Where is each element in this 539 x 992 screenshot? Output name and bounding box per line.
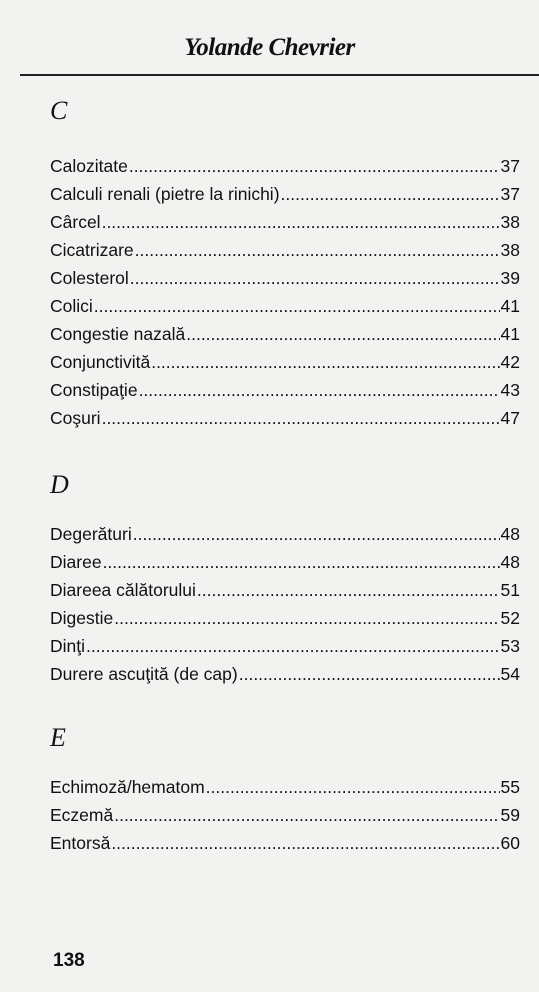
index-entry — [50, 801, 520, 829]
index-entry — [50, 292, 520, 320]
index-entry-term: Entorsă — [50, 833, 111, 853]
dot-leader — [102, 208, 500, 236]
index-entry — [50, 208, 520, 236]
dot-leader — [186, 320, 499, 348]
index-entry-term: Constipaţie — [50, 380, 138, 400]
index-entry-page: 48 — [500, 524, 520, 544]
index-entry-page: 41 — [500, 324, 520, 344]
dot-leader — [102, 404, 500, 432]
index-entry — [50, 348, 520, 376]
index-entry-term: Congestie nazală — [50, 324, 186, 344]
dot-leader — [130, 264, 500, 292]
index-entry-page: 37 — [500, 156, 520, 176]
index-entry-term: Colesterol — [50, 268, 129, 288]
index-entry-term: Diareea călătorului — [50, 580, 196, 600]
index-entry-page: 38 — [500, 240, 520, 260]
index-entry-term: Diaree — [50, 552, 102, 572]
index-entry-page: 53 — [500, 636, 520, 656]
dot-leader — [111, 829, 499, 857]
index-entry-page: 59 — [500, 805, 520, 825]
section-letter-c: C — [50, 96, 68, 125]
section-e-entries — [50, 773, 520, 857]
index-entry-page: 37 — [500, 184, 520, 204]
index-entry-term: Cârcel — [50, 212, 101, 232]
index-entry-term: Echimoză/hematom — [50, 777, 205, 797]
dot-leader — [114, 801, 499, 829]
running-header: Yolande Chevrier — [184, 34, 355, 61]
dot-leader — [129, 152, 500, 180]
dot-leader — [281, 180, 500, 208]
index-entry-page: 54 — [500, 664, 520, 684]
section-letter-e: E — [50, 723, 66, 752]
index-entry-page: 42 — [500, 352, 520, 372]
section-letter-d: D — [50, 470, 69, 499]
index-entry-term: Coşuri — [50, 408, 101, 428]
index-entry-term: Conjunctivită — [50, 352, 151, 372]
index-entry-page: 43 — [500, 380, 520, 400]
index-entry-term: Calozitate — [50, 156, 128, 176]
dot-leader — [114, 604, 499, 632]
index-entry-page: 51 — [500, 580, 520, 600]
index-entry — [50, 180, 520, 208]
index-entry-term: Eczemă — [50, 805, 114, 825]
index-entry-page: 60 — [500, 833, 520, 853]
index-entry-term: Degerături — [50, 524, 132, 544]
section-d-entries — [50, 520, 520, 688]
dot-leader — [135, 236, 500, 264]
index-entry-page: 39 — [500, 268, 520, 288]
dot-leader — [151, 348, 499, 376]
dot-leader — [94, 292, 500, 320]
index-entry — [50, 773, 520, 801]
page-number: 138 — [53, 950, 85, 971]
dot-leader — [133, 520, 500, 548]
dot-leader — [139, 376, 500, 404]
index-entry — [50, 604, 520, 632]
index-entry — [50, 320, 520, 348]
index-entry — [50, 264, 520, 292]
index-entry — [50, 660, 520, 688]
dot-leader — [206, 773, 500, 801]
index-entry — [50, 152, 520, 180]
index-entry-term: Colici — [50, 296, 93, 316]
index-entry-page: 52 — [500, 608, 520, 628]
index-entry-term: Calculi renali (pietre la rinichi) — [50, 184, 280, 204]
dot-leader — [197, 576, 500, 604]
dot-leader — [239, 660, 500, 688]
index-entry — [50, 520, 520, 548]
index-entry-term: Durere ascuţită (de cap) — [50, 664, 238, 684]
index-entry-page: 47 — [500, 408, 520, 428]
index-entry — [50, 236, 520, 264]
index-entry-page: 55 — [500, 777, 520, 797]
index-entry — [50, 632, 520, 660]
index-entry — [50, 548, 520, 576]
index-entry-page: 38 — [500, 212, 520, 232]
index-entry-term: Dinţi — [50, 636, 86, 656]
index-entry — [50, 829, 520, 857]
dot-leader — [103, 548, 500, 576]
index-entry-page: 41 — [500, 296, 520, 316]
dot-leader — [86, 632, 500, 660]
index-entry-term: Cicatrizare — [50, 240, 134, 260]
index-entry — [50, 576, 520, 604]
index-entry — [50, 404, 520, 432]
section-c-entries — [50, 152, 520, 432]
index-entry — [50, 376, 520, 404]
index-entry-term: Digestie — [50, 608, 114, 628]
header-rule — [20, 74, 539, 76]
index-entry-page: 48 — [500, 552, 520, 572]
